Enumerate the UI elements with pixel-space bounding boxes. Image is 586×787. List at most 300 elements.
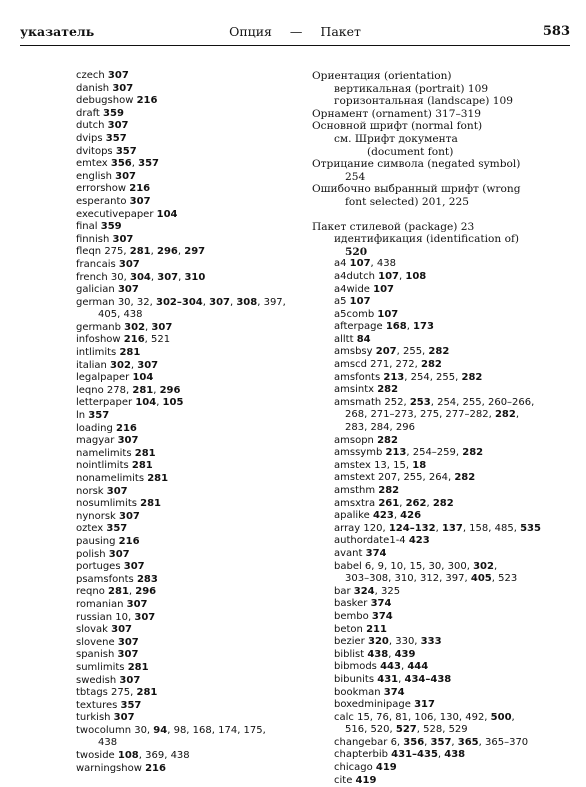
page-ref-bold: 357: [88, 410, 110, 422]
index-entry: [312, 233, 572, 246]
index-entry: [312, 460, 572, 473]
page-ref-bold: 307: [117, 649, 139, 661]
index-entry: [312, 296, 572, 309]
page-ref-bold: 282: [432, 497, 454, 509]
entry-text: final: [76, 221, 101, 233]
entry-text: germanb: [76, 321, 125, 333]
entry-text: textures: [76, 699, 121, 711]
page-ref-bold: 302: [110, 359, 131, 371]
entry-text: ,: [393, 510, 401, 522]
entry-text: ,: [424, 736, 431, 748]
page-ref-bold: 108: [117, 750, 139, 762]
index-entry: [312, 384, 572, 397]
index-entry: [312, 258, 572, 271]
entry-text: ,: [493, 560, 498, 572]
page-ref-bold: 357: [115, 145, 137, 157]
page-ref-bold: 307: [113, 712, 135, 724]
entry-text: ,: [177, 246, 185, 258]
entry-text: ,: [229, 296, 237, 308]
entry-text: dvitops: [76, 145, 116, 157]
page-ref-bold: 137: [441, 522, 463, 534]
entry-text: 283, 284, 296: [345, 422, 415, 434]
entry-text: см. Шрифт документа: [334, 132, 458, 145]
index-entry: [76, 612, 286, 625]
entry-text: 254: [345, 170, 366, 183]
index-entry: [76, 221, 286, 234]
page-ref-bold: 307: [117, 435, 139, 447]
index-entry: [312, 83, 572, 96]
index-entry: [312, 435, 572, 448]
entry-text: draft: [76, 107, 104, 119]
index-entry: [76, 624, 286, 637]
page-ref-bold: 216: [118, 535, 140, 547]
entry-text: debugshow: [76, 95, 137, 107]
index-entry: [76, 687, 286, 700]
entry-text: loading: [76, 422, 117, 434]
entry-text: bar: [334, 585, 354, 597]
index-entry: [76, 523, 286, 536]
page-ref-bold: 307: [129, 195, 151, 207]
entry-text: nointlimits: [76, 460, 132, 472]
page-ref-bold: 307: [123, 561, 145, 573]
page-ref-bold: 216: [145, 762, 166, 774]
entry-text: amsthm: [334, 485, 379, 496]
entry-text: , 523: [491, 573, 518, 585]
index-entry: [312, 485, 572, 498]
entry-text: , 369, 438: [138, 750, 190, 762]
entry-text: ,: [399, 270, 406, 282]
index-entry: [76, 297, 286, 310]
entry-text: , 438: [370, 258, 396, 270]
index-entry: [312, 146, 572, 159]
page-ref-bold: 281: [140, 498, 162, 510]
entry-text: ,: [153, 384, 160, 396]
index-entry: [312, 246, 572, 259]
index-entry: [76, 763, 286, 776]
page-ref-bold: 431: [377, 673, 399, 685]
index-entry: [312, 636, 572, 649]
index-entry: [76, 95, 286, 108]
entry-text: galician: [76, 284, 118, 296]
page-ref-bold: 324: [353, 585, 375, 597]
index-column-left: [76, 70, 286, 775]
page-ref-bold: 434–438: [404, 673, 452, 685]
entry-text: chapterbib: [334, 749, 392, 761]
entry-text: 438: [98, 737, 118, 749]
entry-text: alltt: [334, 333, 357, 345]
index-entry: [76, 234, 286, 247]
index-entry: [76, 385, 286, 398]
entry-text: ,: [511, 711, 515, 723]
entry-text: spanish: [76, 649, 118, 661]
entry-text: , 365–370: [478, 736, 529, 748]
index-entry: [312, 183, 572, 196]
page-ref-bold: 307: [117, 284, 139, 296]
entry-text: array 120,: [334, 522, 389, 534]
entry-text: changebar 6,: [334, 736, 404, 748]
entry-text: ,: [437, 749, 445, 761]
page-ref-bold: 282: [428, 346, 450, 358]
index-entry: [76, 448, 286, 461]
index-entry: [76, 259, 286, 272]
page-ref-bold: 282: [378, 485, 400, 496]
index-entry: [76, 725, 286, 738]
page-ref-bold: 18: [412, 459, 427, 471]
index-entry: [312, 586, 572, 599]
entry-text: finnish: [76, 233, 113, 245]
entry-text: nonamelimits: [76, 473, 148, 484]
index-entry: [312, 561, 572, 574]
index-entry: [76, 561, 286, 574]
entry-text: , 521: [144, 334, 171, 346]
page-ref-bold: 124–132: [388, 522, 436, 534]
entry-text: basker: [334, 598, 371, 610]
header-range: [20, 24, 570, 39]
entry-text: ln: [76, 410, 89, 422]
page-ref-bold: 107: [349, 296, 371, 308]
entry-text: avant: [334, 547, 366, 559]
page-ref-bold: 356: [403, 736, 425, 748]
page-ref-bold: 213: [385, 447, 407, 459]
index-entry: [76, 171, 286, 184]
index-entry: [312, 775, 572, 787]
page-ref-bold: 216: [116, 422, 137, 434]
entry-text: amsintx: [334, 384, 378, 396]
index-entry: [76, 246, 286, 259]
index-entry: [312, 108, 572, 121]
index-entry: [76, 209, 286, 222]
page-ref-bold: 438: [444, 749, 466, 761]
page-ref-bold: 357: [120, 699, 142, 711]
page-ref-bold: 94: [153, 724, 168, 736]
entry-text: ,: [426, 497, 433, 509]
entry-text: , 254–259,: [406, 447, 463, 459]
index-entry: [312, 523, 572, 536]
entry-text: executivepaper: [76, 208, 157, 220]
page-ref-bold: 282: [494, 409, 516, 421]
entry-text: ,: [150, 246, 157, 258]
index-entry: [76, 284, 286, 297]
page-ref-bold: 104: [135, 397, 157, 409]
page-ref-bold: 405: [470, 573, 492, 585]
page-ref-bold: 320: [367, 636, 389, 648]
page-ref-bold: 282: [462, 447, 484, 459]
entry-text: tbtags 275,: [76, 687, 137, 699]
entry-text: ,: [150, 271, 158, 283]
index-entry: [312, 724, 572, 737]
entry-text: magyar: [76, 435, 118, 447]
page-ref-bold: 108: [405, 270, 427, 282]
page-ref-bold: 281: [132, 384, 154, 396]
entry-text: , 255,: [396, 346, 429, 358]
page-ref-bold: 419: [375, 762, 397, 774]
index-entry: [76, 498, 286, 511]
entry-text: ,: [128, 586, 136, 598]
page-ref-bold: 357: [138, 158, 159, 170]
entry-text: a4dutch: [334, 270, 379, 282]
entry-text: amsxtra: [334, 497, 379, 509]
entry-text: ,: [131, 158, 139, 170]
page-ref-bold: 307: [107, 70, 129, 81]
page-ref-bold: 500: [490, 711, 512, 723]
index-entry: [312, 649, 572, 662]
entry-text: amstext 207, 255, 264,: [334, 472, 455, 484]
index-entry: [76, 183, 286, 196]
page-ref-bold: 357: [106, 523, 128, 535]
entry-text: dvips: [76, 132, 106, 144]
entry-text: ,: [406, 321, 414, 333]
page-ref-bold: 261: [378, 497, 400, 509]
entry-text: emtex: [76, 158, 111, 170]
page-ref-bold: 282: [461, 371, 483, 383]
page-ref-bold: 307: [112, 82, 134, 94]
index-entry: [312, 548, 572, 561]
header-rule: [20, 45, 570, 46]
index-entry: [76, 83, 286, 96]
page-ref-bold: 297: [184, 246, 206, 258]
index-entry: [76, 334, 286, 347]
page-ref-bold: 308: [236, 296, 258, 308]
index-entry: [76, 737, 286, 750]
index-entry: [76, 372, 286, 385]
index-entry: [76, 712, 286, 725]
entry-text: psamsfonts: [76, 573, 137, 585]
index-entry: [312, 359, 572, 372]
entry-text: amssymb: [334, 447, 386, 459]
index-entry: [312, 133, 572, 146]
page-ref-bold: 307: [151, 321, 173, 333]
page-ref-bold: 107: [349, 258, 371, 270]
index-entry: [312, 70, 572, 83]
page-ref-bold: 302: [473, 560, 494, 572]
page-ref-bold: 173: [413, 321, 434, 333]
entry-text: sumlimits: [76, 661, 128, 673]
page-ref-bold: 423: [372, 510, 394, 522]
index-entry: [76, 397, 286, 410]
entry-text: nynorsk: [76, 510, 120, 522]
page-ref-bold: 374: [371, 610, 393, 622]
entry-text: идентификация (identification of): [334, 233, 520, 246]
entry-text: amsmath 252,: [334, 396, 410, 408]
index-entry: [76, 360, 286, 373]
index-entry: [312, 95, 572, 108]
entry-text: горизонтальная (landscape) 109: [334, 95, 513, 108]
entry-text: biblist: [334, 648, 368, 660]
entry-text: bibmods: [334, 661, 381, 673]
entry-text: Ориентация (orientation): [312, 70, 452, 82]
index-entry: [76, 423, 286, 436]
entry-text: chicago: [334, 762, 376, 774]
entry-text: 405, 438: [98, 309, 143, 321]
page-ref-bold: 535: [520, 522, 541, 534]
page-ref-bold: 216: [129, 183, 151, 195]
page-ref-bold: 296: [159, 384, 181, 396]
page-ref-bold: 439: [394, 648, 416, 660]
index-entry: [312, 120, 572, 133]
entry-gap: [312, 209, 572, 221]
index-entry: [76, 549, 286, 562]
entry-text: namelimits: [76, 447, 135, 459]
entry-text: ,: [145, 321, 152, 333]
index-entry: [312, 196, 572, 209]
index-entry: [76, 158, 286, 171]
page-ref-bold: 105: [162, 397, 184, 409]
entry-text: dutch: [76, 120, 108, 132]
page-ref-bold: 216: [136, 95, 158, 107]
entry-text: norsk: [76, 485, 107, 497]
index-entry: [312, 498, 572, 511]
index-entry: [76, 70, 286, 83]
index-entry: [312, 321, 572, 334]
index-entry: [312, 447, 572, 460]
page-ref-bold: 281: [108, 586, 129, 598]
index-entry: [312, 346, 572, 359]
entry-text: russian 10,: [76, 611, 135, 623]
entry-text: Отрицание символа (negated symbol): [312, 158, 521, 171]
page-ref-bold: 107: [377, 308, 399, 320]
index-entry: [312, 573, 572, 586]
page-ref-bold: 307: [106, 485, 128, 497]
entry-text: afterpage: [334, 321, 386, 333]
entry-text: portuges: [76, 561, 124, 573]
page-ref-bold: 283: [136, 573, 158, 585]
entry-text: ,: [398, 673, 405, 685]
index-entry: [312, 284, 572, 297]
page-ref-bold: 282: [454, 472, 476, 484]
entry-text: a4wide: [334, 283, 374, 295]
entry-text: reqno: [76, 586, 109, 598]
index-entry: [312, 737, 572, 750]
page-ref-bold: 281: [129, 246, 151, 258]
page-ref-bold: 307: [108, 548, 130, 560]
entry-text: ,: [451, 736, 458, 748]
entry-text: a5comb: [334, 308, 378, 320]
entry-text: Основной шрифт (normal font): [312, 120, 483, 133]
entry-text: amsfonts: [334, 371, 384, 383]
page-ref-bold: 365: [457, 736, 479, 748]
entry-text: bibunits: [334, 673, 378, 685]
page-ref-bold: 307: [118, 258, 140, 270]
entry-text: bezier: [334, 636, 368, 648]
entry-text: amsopn: [334, 434, 378, 446]
header-range-end: Пакет: [320, 24, 361, 39]
page-ref-bold: 281: [127, 661, 149, 673]
entry-text: (document font): [367, 145, 454, 158]
page-ref-bold: 281: [136, 687, 158, 699]
page-ref-bold: 307: [126, 598, 148, 610]
entry-text: , 325: [374, 585, 401, 597]
page-ref-bold: 168: [385, 321, 407, 333]
entry-text: Орнамент (ornament) 317–319: [312, 107, 481, 120]
index-entry: [312, 158, 572, 171]
page-ref-bold: 296: [157, 246, 178, 258]
entry-text: , 158, 485,: [462, 522, 521, 534]
page-ref-bold: 307: [115, 170, 136, 182]
entry-text: , 397,: [257, 296, 286, 308]
index-entry: [312, 661, 572, 674]
page-ref-bold: 211: [366, 623, 387, 635]
running-header: [20, 24, 570, 42]
index-entry: [76, 108, 286, 121]
page-ref-bold: 281: [147, 473, 169, 484]
index-entry: [76, 347, 286, 360]
entry-text: turkish: [76, 712, 114, 724]
entry-text: , 98, 168, 174, 175,: [167, 724, 266, 736]
page-ref-bold: 317: [414, 699, 435, 711]
index-entry: [76, 675, 286, 688]
entry-text: ,: [399, 497, 406, 509]
index-entry: [76, 649, 286, 662]
page-ref-bold: 84: [356, 333, 371, 345]
page-ref-bold: 216: [123, 334, 145, 346]
index-entry: [76, 574, 286, 587]
entry-text: amstex 13, 15,: [334, 459, 413, 471]
entry-text: infoshow: [76, 334, 124, 346]
entry-text: twocolumn 30,: [76, 724, 154, 736]
page-ref-bold: 419: [355, 774, 377, 786]
entry-text: ,: [130, 359, 138, 371]
entry-text: legalpaper: [76, 372, 133, 384]
entry-text: cite: [334, 774, 356, 786]
index-entry: [312, 309, 572, 322]
entry-text: italian: [76, 359, 111, 371]
page-ref-bold: 438: [367, 648, 389, 660]
entry-text: french 30,: [76, 271, 130, 283]
page-ref-bold: 281: [119, 347, 141, 359]
page-ref-bold: 426: [400, 510, 422, 522]
entry-text: english: [76, 170, 116, 182]
page-ref-bold: 359: [100, 221, 122, 233]
entry-text: ,: [400, 661, 408, 673]
entry-text: warningshow: [76, 762, 146, 774]
page-ref-bold: 207: [375, 346, 397, 358]
entry-text: ,: [178, 271, 185, 283]
entry-text: a4: [334, 258, 350, 270]
index-entry: [76, 536, 286, 549]
index-entry: [76, 322, 286, 335]
index-entry: [312, 397, 572, 410]
page-ref-bold: 374: [365, 547, 387, 559]
index-entry: [312, 422, 572, 435]
index-entry: [312, 221, 572, 234]
entry-text: 303–308, 310, 312, 397,: [345, 573, 471, 585]
entry-text: ,: [202, 296, 210, 308]
page-ref-bold: 374: [383, 686, 405, 698]
entry-text: , 254, 255,: [404, 371, 462, 383]
page-ref-bold: 357: [430, 736, 452, 748]
page-ref-bold: 357: [105, 132, 127, 144]
index-entry: [312, 674, 572, 687]
entry-text: вертикальная (portrait) 109: [334, 82, 489, 95]
page-ref-bold: 307: [137, 359, 159, 371]
entry-text: ,: [156, 397, 163, 409]
index-entry: [312, 712, 572, 725]
entry-text: ,: [435, 522, 442, 534]
page-ref-bold: 307: [107, 120, 129, 132]
entry-text: fleqn 275,: [76, 246, 130, 258]
page-ref-bold: 310: [184, 271, 206, 283]
index-entry: [76, 473, 286, 486]
page-ref-bold: 282: [377, 434, 398, 446]
index-entry: [76, 133, 286, 146]
entry-text: 268, 271–273, 275, 277–282,: [345, 409, 495, 421]
index-entry: [76, 460, 286, 473]
entry-text: amsbsy: [334, 346, 376, 358]
index-entry: [76, 486, 286, 499]
page-ref-bold: 296: [135, 586, 157, 598]
index-entry: [76, 586, 286, 599]
page-ref-bold: 307: [117, 636, 139, 648]
